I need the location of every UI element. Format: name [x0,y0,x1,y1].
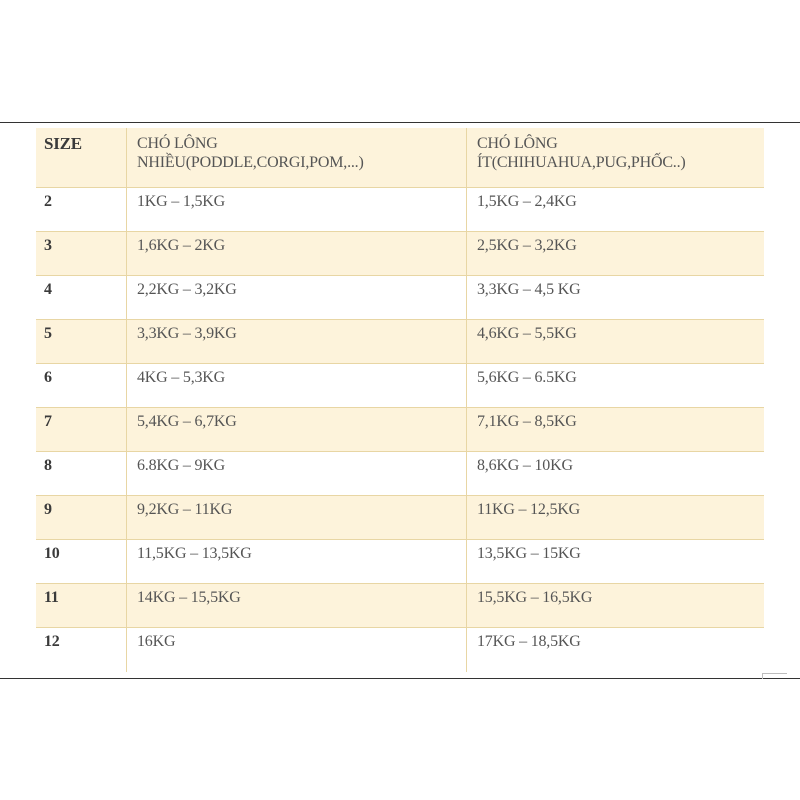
table-row [36,188,764,232]
short-hair-weight-cell: 2,5KG – 3,2KG [466,232,764,275]
header-long-hair-line1: CHÓ LÔNG [137,135,218,152]
header-short-hair [466,128,764,187]
size-cell: 12 [44,633,60,650]
long-hair-weight-cell: 9,2KG – 11KG [126,496,466,539]
long-hair-weight-cell: 3,3KG – 3,9KG [126,320,466,363]
long-hair-weight-cell: 14KG – 15,5KG [126,584,466,627]
size-cell: 9 [44,501,52,518]
short-hair-weight-cell: 15,5KG – 16,5KG [466,584,764,627]
size-cell: 8 [44,457,52,474]
short-hair-weight-cell: 5,6KG – 6.5KG [466,364,764,407]
short-hair-weight-cell: 17KG – 18,5KG [466,628,764,672]
long-hair-weight-cell: 1KG – 1,5KG [126,188,466,231]
page-corner-mark [762,673,787,679]
table-body [36,188,764,672]
table-row [36,496,764,540]
bottom-rule [0,678,800,679]
table-header-row [36,128,764,188]
long-hair-weight-cell: 11,5KG – 13,5KG [126,540,466,583]
table-row [36,584,764,628]
long-hair-weight-cell: 5,4KG – 6,7KG [126,408,466,451]
header-size: SIZE [44,134,82,153]
short-hair-weight-cell: 11KG – 12,5KG [466,496,764,539]
table-row [36,408,764,452]
short-hair-weight-cell: 3,3KG – 4,5 KG [466,276,764,319]
size-cell: 6 [44,369,52,386]
header-long-hair [126,128,466,187]
size-chart-table [36,128,764,672]
short-hair-weight-cell: 13,5KG – 15KG [466,540,764,583]
header-short-hair-line2: ÍT(CHIHUAHUA,PUG,PHỐC..) [477,154,686,171]
short-hair-weight-cell: 7,1KG – 8,5KG [466,408,764,451]
size-cell: 3 [44,237,52,254]
short-hair-weight-cell: 4,6KG – 5,5KG [466,320,764,363]
short-hair-weight-cell: 8,6KG – 10KG [466,452,764,495]
long-hair-weight-cell: 4KG – 5,3KG [126,364,466,407]
size-cell: 5 [44,325,52,342]
long-hair-weight-cell: 16KG [126,628,466,672]
table-row [36,452,764,496]
table-row [36,232,764,276]
size-cell: 10 [44,545,60,562]
size-cell: 2 [44,193,52,210]
table-row [36,320,764,364]
table-row [36,540,764,584]
table-row [36,628,764,672]
long-hair-weight-cell: 1,6KG – 2KG [126,232,466,275]
table-row [36,276,764,320]
size-cell: 11 [44,589,59,606]
top-rule [0,122,800,123]
header-long-hair-line2: NHIỀU(PODDLE,CORGI,POM,...) [137,154,364,171]
long-hair-weight-cell: 6.8KG – 9KG [126,452,466,495]
table-row [36,364,764,408]
size-cell: 4 [44,281,52,298]
size-cell: 7 [44,413,52,430]
long-hair-weight-cell: 2,2KG – 3,2KG [126,276,466,319]
header-short-hair-line1: CHÓ LÔNG [477,135,558,152]
short-hair-weight-cell: 1,5KG – 2,4KG [466,188,764,231]
